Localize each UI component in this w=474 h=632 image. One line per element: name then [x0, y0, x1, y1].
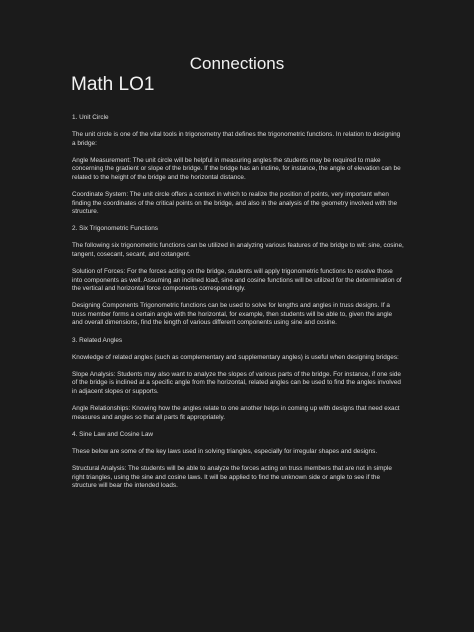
paragraph: These below are some of the key laws used in solving triangles, especially for irregular shapes and designs.	[72, 447, 378, 455]
document-subtitle: Math LO1	[71, 74, 155, 95]
paragraph: Structural Analysis: The students will be able to analyze the forces acting on truss members that are not in simple right triangles, using the sine and cosine laws. It will be applied to find the unknown side or angle to see if the structure will bear the intended loads.	[72, 465, 392, 490]
paragraph: Slope Analysis: Students may also want to analyze the slopes of various parts of the bridge. For instance, if one side of the bridge is inclined at a specific angle from the horizontal, related angles can be used to find the angles involved in adjacent slopes or supports.	[72, 370, 401, 395]
document-body	[72, 114, 404, 499]
section-heading-sine-cosine-law: 4. Sine Law and Cosine Law	[72, 430, 154, 438]
paragraph: Angle Relationships: Knowing how the angles relate to one another helps in coming up with designs that need exact measures and angles so that all parts fit appropriately.	[72, 405, 400, 421]
paragraph: The unit circle is one of the vital tools in trigonometry that defines the trigonometric functions. In relation to designing a bridge:	[72, 131, 401, 147]
document-title: Connections	[189, 54, 285, 73]
section-heading-unit-circle: 1. Unit Circle	[72, 114, 109, 121]
paragraph: Designing Components Trigonometric functions can be used to solve for lengths and angles in truss designs. If a truss member forms a certain angle with the horizontal, for example, then students will be able to, given the angle and overall dimensions, find the length of various different components using sine and cosine.	[72, 302, 393, 327]
paragraph: Angle Measurement: The unit circle will be helpful in measuring angles the students may be required to make concerning the gradient or slope of the bridge. If the bridge has an incline, for instance, the angle of elevation can be related to the height of the bridge and the horizontal distance.	[72, 156, 401, 181]
section-heading-related-angles: 3. Related Angles	[72, 336, 123, 344]
section-heading-six-trig-functions: 2. Six Trigonometric Functions	[72, 225, 158, 233]
paragraph: Knowledge of related angles (such as complementary and supplementary angles) is useful when designing bridges:	[72, 353, 399, 361]
paragraph: Solution of Forces: For the forces acting on the bridge, students will apply trigonometric functions to resolve those into components as well. Assuming an inclined load, sine and cosine functions will be utilized for the determination of the vertical and horizontal force components correspondingly.	[72, 268, 402, 293]
paragraph: The following six trigonometric functions can be utilized in analyzing various features of the bridge to wit: sine, cosine, tangent, cosecant, secant, and cotangent.	[72, 242, 404, 258]
paragraph: Coordinate System: The unit circle offers a context in which to realize the position of points, very important when finding the coordinates of the critical points on the bridge, and also in the analysis of the geometry involved with the structure.	[72, 191, 398, 216]
